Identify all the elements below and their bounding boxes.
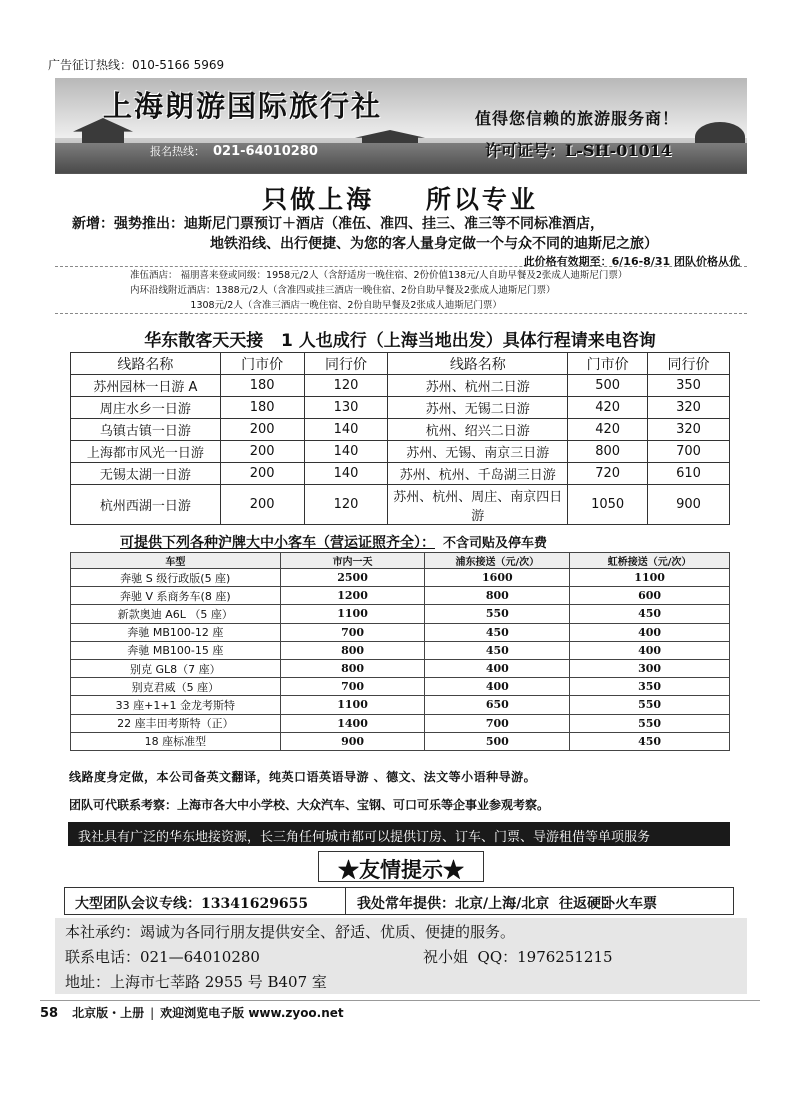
vehicles-table [70,552,730,751]
retail-price: 720 [568,463,648,485]
table-row [71,569,730,587]
retail-price: 500 [568,375,648,397]
pudong-transfer-price: 800 [425,587,570,605]
page-number: 58 [40,1006,59,1021]
routes-title: 华东散客天天接 1 人也成行（上海当地出发）具体行程请来电咨询 [144,331,656,351]
table-row [71,587,730,605]
city-day-price: 800 [280,641,425,659]
custom-itinerary-note: 线路度身定做，本公司备英文翻译，纯英口语英语导游 、德文、法文等小语种导游。 [69,770,537,784]
table-row [71,397,730,419]
banner-hotline [150,143,318,159]
routes-table [70,352,730,525]
promo-line-2: 地铁沿线、出行便捷、为您的客人量身定做一个与众不同的迪斯尼之旅） [210,236,658,252]
vehicle-type: 别克 GL8（7 座） [71,659,281,677]
promo-line-1: 新增：强势推出：迪斯尼门票预订＋酒店（准伍、准四、挂三、准三等不同标准酒店， [72,216,604,232]
vehicle-type: 奔驰 MB100-12 座 [71,623,281,641]
col-header: 门市价 [220,353,304,375]
retail-price: 1050 [568,485,648,525]
agency-slogan: 值得您信赖的旅游服务商！ [475,109,680,128]
edition-label: 北京版・上册 [72,1006,145,1020]
route-name: 杭州西湖一日游 [71,485,221,525]
hongqiao-transfer-price: 400 [570,623,730,641]
hongqiao-transfer-price: 350 [570,678,730,696]
route-name: 上海都市风光一日游 [71,441,221,463]
ad-hotline: 广告征订热线：010-5166 5969 [48,58,225,72]
vehicle-type: 新款奥迪 A6L （5 座） [71,605,281,623]
table-row [71,714,730,732]
table-row [71,485,730,525]
col-header: 虹桥接送（元/次） [570,553,730,569]
vehicle-type: 18 座标准型 [71,732,281,750]
vehicle-type: 33 座+1+1 金龙考斯特 [71,696,281,714]
vehicle-type: 奔驰 V 系商务车(8 座) [71,587,281,605]
table-header-row [71,353,730,375]
table-row [71,678,730,696]
hotel-line: 1308元/2人（含准三酒店一晚住宿、2份自助早餐及2张成人迪斯尼门票） [130,300,502,311]
headline-left: 只做上海 [262,185,375,214]
group-visits-note: 团队可代联系考察：上海市各大中小学校、大众汽车、宝钢、可口可乐等企事业参观考察。 [69,798,550,812]
col-header: 同行价 [304,353,388,375]
agency-name: 上海朗游国际旅行社 [103,89,383,123]
city-day-price: 1100 [280,696,425,714]
retail-price: 200 [220,485,304,525]
vehicles-title [120,532,547,552]
contact-qq: 祝小姐 QQ：1976251215 [423,948,613,966]
hongqiao-transfer-price: 400 [570,641,730,659]
vehicles-heading: 可提供下列各种沪牌大中小客车（营运证照齐全）： [120,535,435,551]
contact-phone: 联系电话：021—64010280 [65,948,260,966]
table-header-row [71,553,730,569]
disney-promo [72,214,658,254]
trade-price: 320 [648,419,730,441]
hotel-line: 内环沿线附近酒店：1388元/2人（含准四或挂三酒店一晚住宿、2份自助早餐及2张成人迪斯尼门票） [130,285,556,296]
retail-price: 180 [220,375,304,397]
train-tickets: 我处常年提供：北京/上海/北京 往返硬卧火车票 [357,896,657,912]
vehicles-note: 不含司贴及停车费 [443,536,548,551]
price-validity: 此价格有效期至：6/16-8/31 团队价格从优 [523,255,740,268]
contact-address: 地址：上海市七莘路 2955 号 B407 室 [65,973,327,991]
website-link[interactable]: 欢迎浏览电子版 www.zyoo.net [160,1006,344,1020]
pudong-transfer-price: 400 [425,659,570,677]
trade-price: 140 [304,419,388,441]
hotel-price-list [130,268,627,313]
pudong-transfer-price: 400 [425,678,570,696]
retail-price: 800 [568,441,648,463]
footer-separator: | [150,1006,155,1020]
city-day-price: 1100 [280,605,425,623]
vehicle-type: 别克君威（5 座） [71,678,281,696]
col-header: 同行价 [648,353,730,375]
contacts-box [64,887,734,915]
city-day-price: 2500 [280,569,425,587]
vehicle-type: 奔驰 S 级行政版(5 座) [71,569,281,587]
banner-hotline-number: 021-64010280 [213,144,318,159]
pudong-transfer-price: 1600 [425,569,570,587]
table-row [71,659,730,677]
table-row [71,623,730,641]
local-resources-banner: 我社具有广泛的华东地接资源，长三角任何城市都可以提供订房、订车、门票、导游租借等单项服务 [68,822,730,846]
agency-banner [55,78,747,174]
pudong-transfer-price: 650 [425,696,570,714]
city-day-price: 900 [280,732,425,750]
trade-price: 610 [648,463,730,485]
trade-price: 700 [648,441,730,463]
page-footer [40,1000,760,1020]
city-day-price: 700 [280,623,425,641]
trade-price: 320 [648,397,730,419]
trade-price: 900 [648,485,730,525]
pudong-transfer-price: 450 [425,623,570,641]
city-day-price: 800 [280,659,425,677]
pudong-transfer-price: 500 [425,732,570,750]
retail-price: 420 [568,419,648,441]
hongqiao-transfer-price: 450 [570,732,730,750]
col-header: 车型 [71,553,281,569]
vehicle-type: 22 座丰田考斯特（正） [71,714,281,732]
hotel-line: 准伍酒店： 福朋喜来登或同级：1958元/2人（含舒适房一晚住宿、2份价值138元/人自助早餐及2张成人迪斯尼门票） [130,270,628,281]
table-row [71,605,730,623]
retail-price: 420 [568,397,648,419]
hongqiao-transfer-price: 450 [570,605,730,623]
headline-right: 所以专业 [425,185,538,214]
city-day-price: 1200 [280,587,425,605]
hongqiao-transfer-price: 550 [570,696,730,714]
retail-price: 200 [220,463,304,485]
table-row [71,696,730,714]
route-name: 无锡太湖一日游 [71,463,221,485]
route-name: 乌镇古镇一日游 [71,419,221,441]
route-name: 周庄水乡一日游 [71,397,221,419]
route-name: 苏州、杭州、千岛湖三日游 [388,463,568,485]
table-row [71,463,730,485]
agency-commitment [55,918,747,994]
headline [0,180,800,216]
col-header: 线路名称 [71,353,221,375]
col-header: 浦东接送（元/次） [425,553,570,569]
route-name: 苏州、杭州、周庄、南京四日游 [388,485,568,525]
route-name: 苏州园林一日游 A [71,375,221,397]
route-name: 杭州、绍兴二日游 [388,419,568,441]
col-header: 市内一天 [280,553,425,569]
table-row [71,375,730,397]
retail-price: 200 [220,419,304,441]
table-row [71,419,730,441]
retail-price: 180 [220,397,304,419]
route-name: 苏州、无锡二日游 [388,397,568,419]
city-day-price: 700 [280,678,425,696]
pudong-transfer-price: 450 [425,641,570,659]
divider [345,888,346,914]
table-row [71,641,730,659]
banner-hotline-label: 报名热线： [150,145,205,158]
trade-price: 130 [304,397,388,419]
col-header: 线路名称 [388,353,568,375]
pudong-transfer-price: 550 [425,605,570,623]
table-row [71,732,730,750]
divider [55,266,747,267]
divider [55,313,747,314]
trade-price: 140 [304,441,388,463]
trade-price: 350 [648,375,730,397]
retail-price: 200 [220,441,304,463]
hongqiao-transfer-price: 300 [570,659,730,677]
hongqiao-transfer-price: 550 [570,714,730,732]
table-row [71,441,730,463]
vehicle-type: 奔驰 MB100-15 座 [71,641,281,659]
trade-price: 120 [304,375,388,397]
hongqiao-transfer-price: 1100 [570,569,730,587]
trade-price: 140 [304,463,388,485]
license-number: 许可证号：L-SH-01014 [485,141,672,160]
pudong-transfer-price: 700 [425,714,570,732]
route-name: 苏州、无锡、南京三日游 [388,441,568,463]
commitment-text: 本社承约：竭诚为各同行朋友提供安全、舒适、优质、便捷的服务。 [65,923,516,941]
hongqiao-transfer-price: 600 [570,587,730,605]
trade-price: 120 [304,485,388,525]
col-header: 门市价 [568,353,648,375]
meeting-hotline: 大型团队会议专线：13341629655 [75,896,309,912]
friendly-tips-title: ★友情提示★ [318,851,484,882]
city-day-price: 1400 [280,714,425,732]
route-name: 苏州、杭州二日游 [388,375,568,397]
